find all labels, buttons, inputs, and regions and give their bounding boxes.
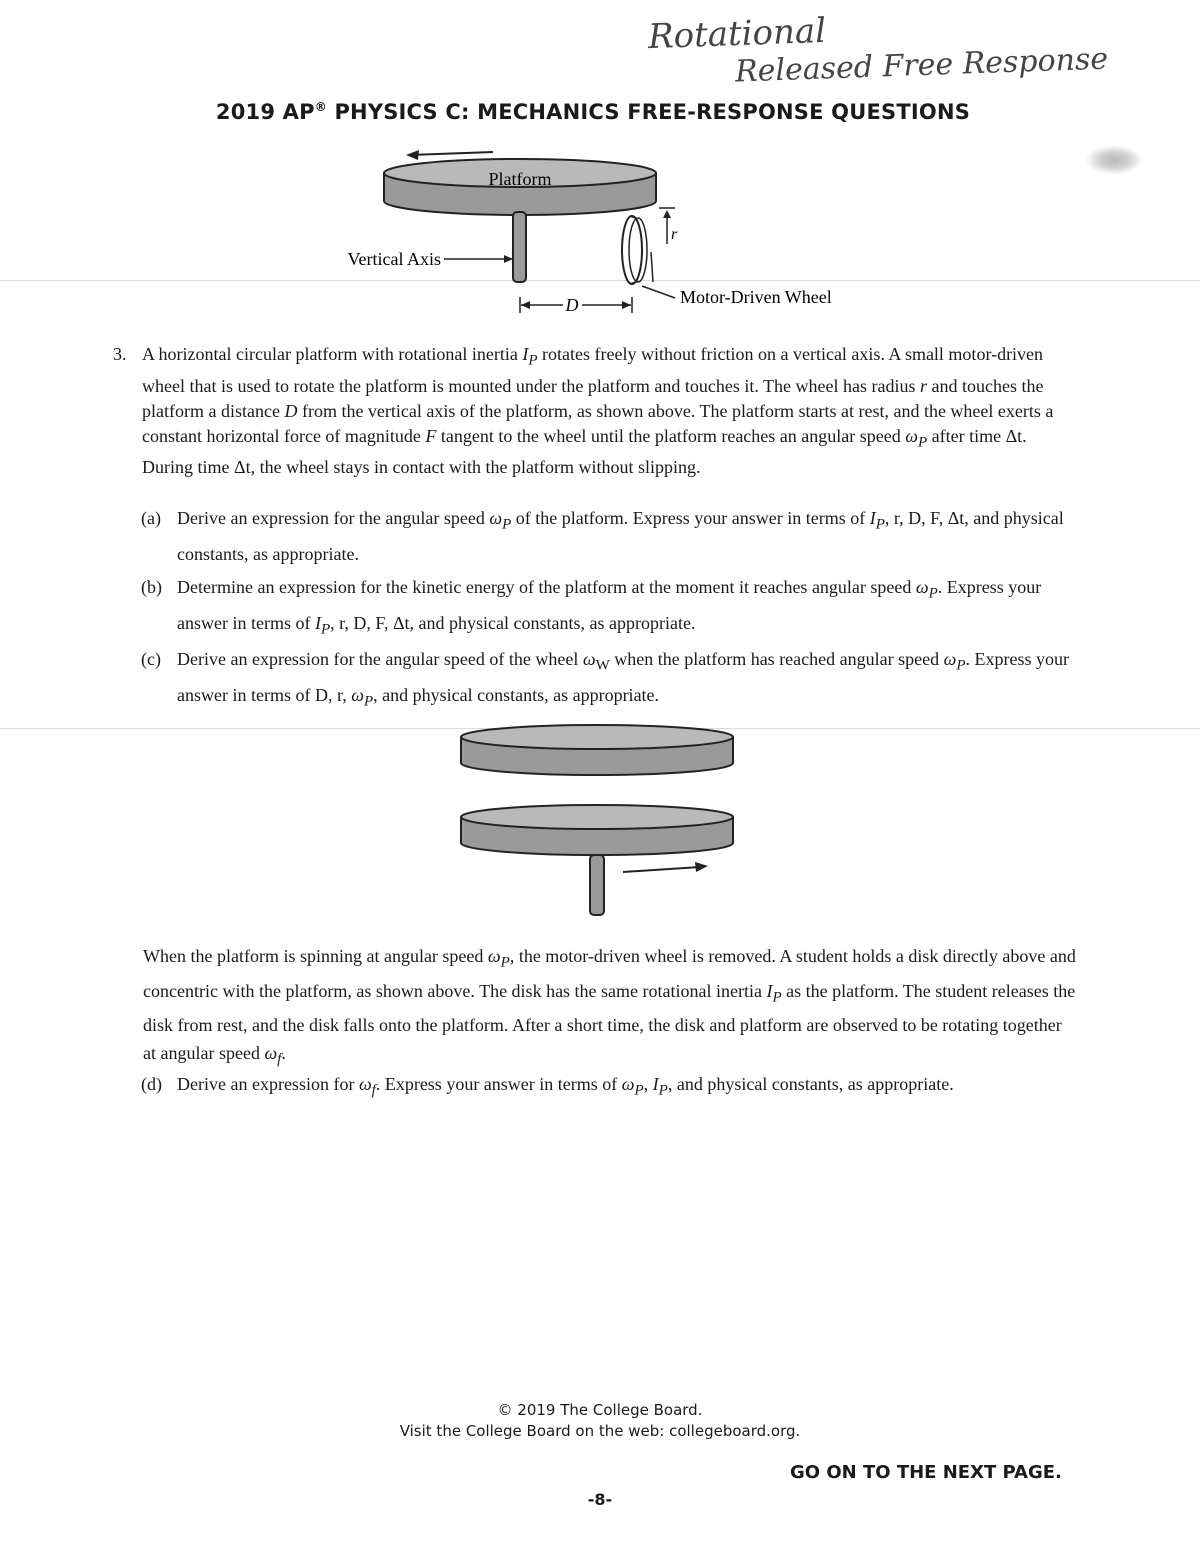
wheel-pointer	[642, 286, 675, 298]
page-header: 2019 AP® PHYSICS C: MECHANICS FREE-RESPONSE QUESTIONS	[215, 100, 971, 124]
part-c-label: (c)	[141, 649, 161, 669]
platform-axis	[590, 855, 604, 915]
part-d-label: (d)	[141, 1074, 162, 1094]
go-on-next-page: GO ON TO THE NEXT PAGE.	[790, 1462, 1062, 1483]
part-b-label: (b)	[141, 577, 162, 597]
part-b-text: Determine an expression for the kinetic energy of the platform at the moment it reaches angular speed $\omega_P$. Express your answer in terms of $I_P$, r, D, F, Δt, and physical constants, as appropriate.	[177, 577, 1042, 638]
visit-text: Visit the College Board on the web: collegeboard.org.	[399, 1422, 801, 1440]
platform-wheel-diagram	[320, 140, 880, 320]
disk-platform-diagram	[440, 715, 740, 925]
question-number: 3.	[113, 344, 127, 364]
part-a-text: Derive an expression for the angular speed $\omega_P$ of the platform. Express your answer in terms of $I_P$, r, D, F, Δt, and physical constants, as appropriate.	[177, 508, 1064, 564]
vertical-axis-label: Vertical Axis	[347, 249, 441, 269]
rotation-arrow-head	[406, 150, 419, 160]
distance-label: D	[565, 295, 579, 315]
radius-label: r	[671, 226, 678, 243]
platform-label: Platform	[488, 169, 552, 189]
spin-arrow	[623, 867, 700, 872]
page-number: -8-	[587, 1490, 613, 1509]
part-a-label: (a)	[141, 508, 161, 528]
copyright-text: © 2019 The College Board.	[497, 1401, 703, 1419]
spin-arrow-head	[695, 862, 708, 872]
question-intro: A horizontal circular platform with rotational inertia $I_P$ rotates freely without friction on a vertical axis. A small motor-driven wheel that is used to rotate the platform is mounted under the platform and touches it. The wheel has radius r and touches the platform a distance D from the vertical axis of the platform, as shown above. The platform starts at rest, and the wheel exerts a constant horizontal force of magnitude F tangent to the wheel until the platform reaches an angular speed $\omega_P$ after time Δt. During time Δt, the wheel stays in contact with the platform without slipping.	[142, 344, 1054, 478]
rotation-arrow	[410, 152, 493, 155]
falling-disk	[461, 725, 733, 775]
disk-scenario-text: When the platform is spinning at angular speed $\omega_P$, the motor-driven wheel is removed. A student holds a disk directly above and concentric with the platform, as shown above. The disk has the same rotational inertia $I_P$ as the platform. The student releases the disk from rest, and the disk falls onto the platform. After a short time, the disk and platform are observed to be rotating together at angular speed $\omega_f$.	[143, 946, 1076, 1068]
part-c-text: Derive an expression for the angular speed of the wheel $\omega_W$ when the platform has reached angular speed $\omega_P$. Express your answer in terms of D, r, $\omega_P$, and physical constants, as appropriate.	[177, 649, 1069, 710]
lower-platform	[461, 805, 733, 855]
handwritten-note-rotational: Rotational	[647, 10, 827, 58]
scan-smudge	[1085, 145, 1143, 175]
part-d-text: Derive an expression for $\omega_f$. Express your answer in terms of $\omega_P$, $I_P$, and physical constants, as appropriate.	[177, 1074, 954, 1099]
page-footer	[0, 1400, 1200, 1442]
handwritten-note-released-free-response: Released Free Response	[734, 41, 1109, 90]
motor-driven-wheel	[622, 216, 647, 284]
vertical-axis	[513, 212, 526, 282]
motor-driven-wheel-label: Motor-Driven Wheel	[680, 287, 832, 307]
